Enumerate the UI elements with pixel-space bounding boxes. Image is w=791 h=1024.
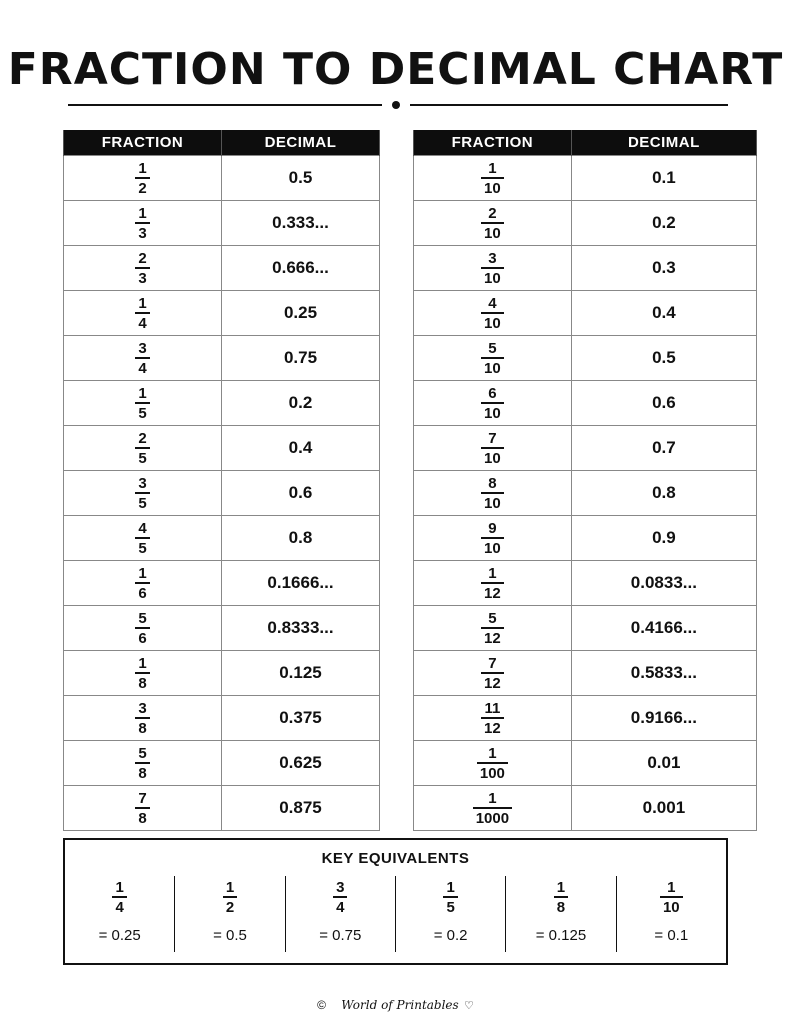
fraction [477,746,508,781]
fraction-denominator: 10 [481,312,504,331]
decimal-cell: 0.375 [222,696,380,741]
fraction-denominator: 5 [135,402,149,421]
fraction-numerator: 1 [138,385,147,402]
fraction [135,611,149,646]
fraction-numerator: 7 [488,430,497,447]
decimal-cell: 0.2 [222,381,380,426]
fraction-numerator: 2 [488,205,497,222]
table-row [64,741,380,786]
fraction-denominator: 10 [481,267,504,286]
table-row [414,471,757,516]
table-row [64,561,380,606]
fraction-numerator: 1 [446,879,455,896]
key-equivalent-value: = 0.25 [98,927,141,944]
table-row [414,201,757,246]
fraction-numerator: 3 [138,475,147,492]
fraction-denominator: 4 [112,896,126,915]
fraction [135,386,149,421]
fraction-cell [64,741,222,786]
fraction [554,880,568,915]
fraction [135,296,149,331]
decimal-column-header: DECIMAL [571,130,756,156]
fraction-numerator: 7 [488,655,497,672]
table-row [414,156,757,201]
table-row [64,336,380,381]
fraction-cell [414,786,572,831]
fraction-denominator: 1000 [473,807,512,826]
fraction-numerator: 11 [484,700,501,717]
fraction-denominator: 5 [135,447,149,466]
fraction-denominator: 8 [135,807,149,826]
decimal-cell: 0.1666... [222,561,380,606]
fraction-cell [414,201,572,246]
fraction-numerator: 3 [336,879,345,896]
key-equivalents-row [65,876,726,952]
fraction-denominator: 8 [135,762,149,781]
fraction [112,880,126,915]
decimal-cell: 0.7 [571,426,756,471]
fraction-numerator: 1 [556,879,566,896]
fraction-cell [414,336,572,381]
table-row [64,786,380,831]
table-row [414,246,757,291]
fraction-numerator: 5 [488,610,497,627]
fraction-denominator: 10 [481,402,504,421]
fraction [223,880,237,915]
table-row [414,336,757,381]
key-equivalents-title: KEY EQUIVALENTS [321,850,470,867]
fraction-denominator: 100 [477,762,508,781]
fraction-cell [414,696,572,741]
fraction-denominator: 8 [135,672,149,691]
fraction-column-header: FRACTION [414,130,572,156]
fraction-numerator: 1 [138,565,147,582]
fraction-denominator: 12 [481,582,504,601]
fraction [481,161,504,196]
fraction [481,341,504,376]
table-row [64,516,380,561]
fraction [481,701,504,736]
key-equivalent-item [174,876,284,952]
fraction-denominator: 10 [481,357,504,376]
fraction [135,161,149,196]
fraction [481,206,504,241]
decimal-cell: 0.0833... [571,561,756,606]
title-divider-right [410,104,728,106]
fraction-denominator: 4 [333,896,347,915]
table-row [414,786,757,831]
fraction-denominator: 5 [135,537,149,556]
key-equivalent-value: = 0.75 [319,927,362,944]
fraction-numerator: 1 [138,160,147,177]
fraction [135,566,149,601]
table-row [64,381,380,426]
fraction-numerator: 3 [138,340,147,357]
fraction-numerator: 7 [138,790,147,807]
fraction-denominator: 12 [481,717,504,736]
fraction [481,566,504,601]
table-row [64,606,380,651]
fraction-denominator: 10 [481,447,504,466]
table-row [414,426,757,471]
fraction-numerator: 1 [225,879,235,896]
fraction [481,431,504,466]
fraction-cell [414,381,572,426]
decimal-cell: 0.125 [222,651,380,696]
decimal-column-header: DECIMAL [222,130,380,156]
fraction-denominator: 8 [554,896,568,915]
fraction [481,656,504,691]
heart-icon: ♡ [464,1000,474,1012]
fraction-table-left [63,130,380,831]
fraction-cell [64,561,222,606]
brand-name: World of Printables [341,998,459,1012]
table-row [64,156,380,201]
fraction-cell [414,156,572,201]
table-row [414,516,757,561]
fraction [481,521,504,556]
key-equivalent-value: = 0.2 [433,927,468,944]
table-row [64,246,380,291]
decimal-cell: 0.2 [571,201,756,246]
decimal-cell: 0.666... [222,246,380,291]
fraction-numerator: 6 [488,385,497,402]
fraction-numerator: 5 [138,745,147,762]
fraction [443,880,457,915]
table-row [64,291,380,336]
fraction-numerator: 3 [488,250,497,267]
decimal-cell: 0.8333... [222,606,380,651]
table-row [414,291,757,336]
decimal-cell: 0.25 [222,291,380,336]
table-row [64,471,380,516]
decimal-cell: 0.1 [571,156,756,201]
fraction-numerator: 1 [488,745,497,762]
fraction-numerator: 1 [488,160,497,177]
fraction [333,880,347,915]
fraction-cell [64,696,222,741]
key-equivalent-item [395,876,505,952]
fraction-numerator: 1 [138,205,147,222]
fraction-cell [64,201,222,246]
table-row [414,606,757,651]
fraction-numerator: 2 [138,430,147,447]
fraction [481,386,504,421]
key-equivalent-item [285,876,395,952]
fraction [135,251,149,286]
decimal-cell: 0.333... [222,201,380,246]
fraction-cell [414,561,572,606]
fraction-denominator: 4 [135,312,149,331]
key-equivalent-value: = 0.1 [654,927,689,944]
page-title: FRACTION TO DECIMAL CHART [7,44,784,95]
fraction-denominator: 6 [135,627,149,646]
decimal-cell: 0.4 [571,291,756,336]
fraction [135,476,149,511]
fraction-cell [64,606,222,651]
fraction-numerator: 1 [138,655,147,672]
fraction-denominator: 12 [481,672,504,691]
fraction-cell [414,741,572,786]
fraction [481,251,504,286]
fraction-numerator: 1 [115,879,124,896]
key-equivalent-item [65,876,174,952]
fraction [481,476,504,511]
key-equivalent-item [505,876,615,952]
table-row [414,561,757,606]
fraction-cell [64,291,222,336]
key-equivalent-value: = 0.5 [213,927,247,944]
fraction-denominator: 10 [481,222,504,241]
fraction [660,880,683,915]
fraction-denominator: 10 [481,177,504,196]
fraction-cell [414,516,572,561]
decimal-cell: 0.9 [571,516,756,561]
footer [0,998,791,1012]
fraction [135,701,149,736]
key-equivalents-box [63,838,728,965]
fraction-denominator: 5 [135,492,149,511]
table-row [414,696,757,741]
fraction-denominator: 10 [660,896,683,915]
fraction-numerator: 8 [488,475,497,492]
fraction-denominator: 8 [135,717,149,736]
fraction [135,431,149,466]
table-row [414,741,757,786]
decimal-cell: 0.625 [222,741,380,786]
fraction-cell [64,426,222,471]
key-equivalent-value: = 0.125 [535,927,587,944]
table-row [64,201,380,246]
decimal-cell: 0.75 [222,336,380,381]
decimal-cell: 0.5833... [571,651,756,696]
decimal-cell: 0.5 [222,156,380,201]
fraction-denominator: 6 [135,582,149,601]
fraction [135,206,149,241]
key-equivalent-item [616,876,726,952]
fraction-numerator: 4 [488,295,497,312]
fraction [135,746,149,781]
fraction-numerator: 3 [138,700,147,717]
fraction-cell [414,651,572,696]
decimal-cell: 0.01 [571,741,756,786]
copyright-symbol: © [317,998,326,1012]
fraction-cell [64,246,222,291]
fraction [481,296,504,331]
fraction-denominator: 3 [135,222,149,241]
fraction [473,791,512,826]
fraction [135,656,149,691]
fraction-numerator: 1 [488,790,497,807]
fraction-numerator: 5 [138,610,147,627]
fraction-cell [64,336,222,381]
fraction-numerator: 4 [138,520,147,537]
table-row [64,696,380,741]
decimal-cell: 0.6 [571,381,756,426]
decimal-cell: 0.6 [222,471,380,516]
title-divider-dot [392,101,400,109]
decimal-cell: 0.8 [222,516,380,561]
fraction-cell [414,246,572,291]
decimal-cell: 0.875 [222,786,380,831]
fraction-numerator: 2 [138,250,147,267]
fraction-cell [64,381,222,426]
fraction-column-header: FRACTION [64,130,222,156]
fraction [481,611,504,646]
decimal-cell: 0.4166... [571,606,756,651]
fraction-numerator: 5 [488,340,497,357]
fraction-table-right [413,130,757,831]
fraction-denominator: 2 [223,896,237,915]
decimal-cell: 0.001 [571,786,756,831]
fraction-denominator: 4 [135,357,149,376]
fraction-numerator: 1 [667,879,676,896]
fraction-numerator: 1 [138,295,147,312]
fraction-numerator: 1 [488,565,497,582]
fraction-cell [64,156,222,201]
fraction [135,341,149,376]
table-row [64,651,380,696]
decimal-cell: 0.3 [571,246,756,291]
fraction-cell [64,651,222,696]
fraction-denominator: 2 [135,177,149,196]
decimal-cell: 0.8 [571,471,756,516]
fraction-denominator: 5 [443,896,457,915]
fraction-denominator: 3 [135,267,149,286]
fraction-numerator: 9 [488,520,497,537]
table-row [64,426,380,471]
fraction-cell [414,426,572,471]
fraction [135,791,149,826]
fraction-denominator: 12 [481,627,504,646]
fraction-cell [64,786,222,831]
fraction-cell [64,516,222,561]
fraction [135,521,149,556]
table-row [414,651,757,696]
fraction-cell [64,471,222,516]
fraction-cell [414,471,572,516]
fraction-cell [414,606,572,651]
title-divider-left [68,104,382,106]
decimal-cell: 0.5 [571,336,756,381]
fraction-cell [414,291,572,336]
fraction-denominator: 10 [481,537,504,556]
decimal-cell: 0.9166... [571,696,756,741]
table-row [414,381,757,426]
decimal-cell: 0.4 [222,426,380,471]
fraction-denominator: 10 [481,492,504,511]
